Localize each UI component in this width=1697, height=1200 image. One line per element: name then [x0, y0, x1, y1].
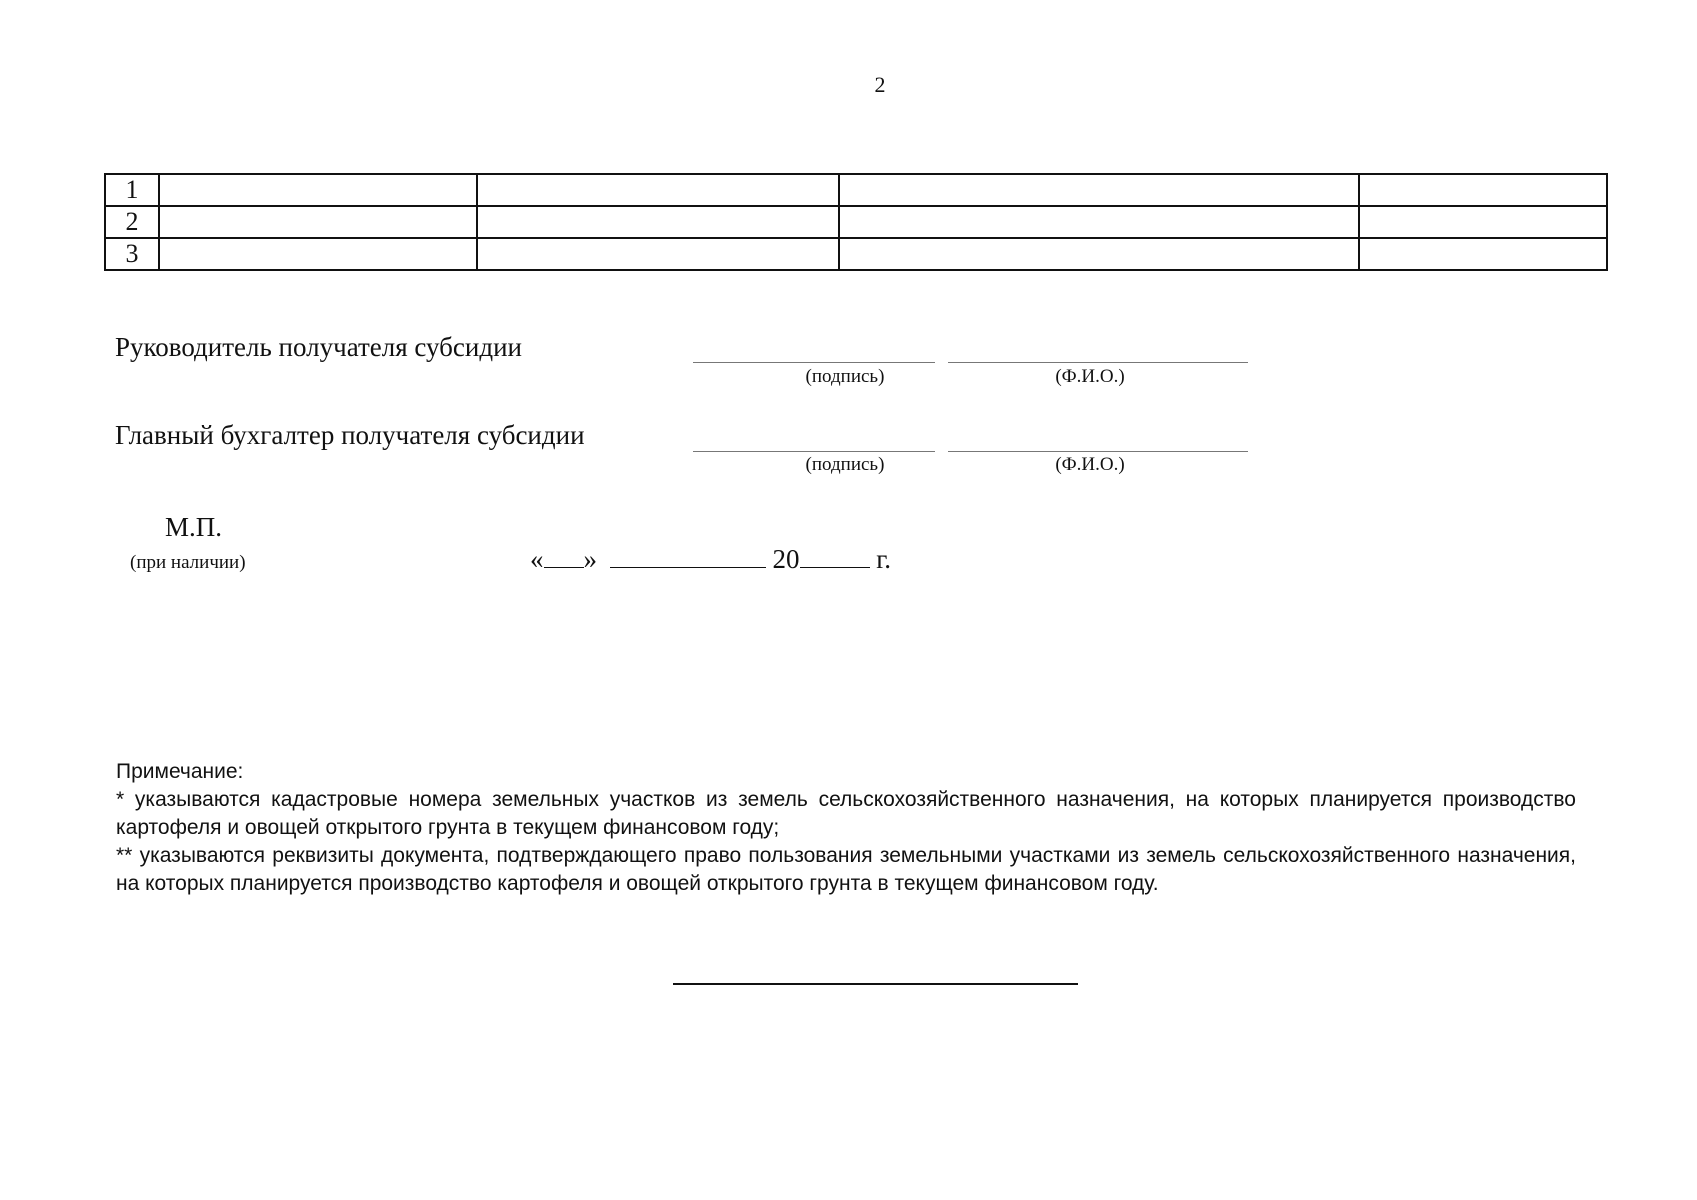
table-cell	[839, 238, 1359, 270]
table-cell	[1359, 206, 1607, 238]
table-cell	[839, 206, 1359, 238]
note-item: * указываются кадастровые номера земельных участков из земель сельскохозяйственного назначения, на которых планируется производство картофеля и овощей открытого грунта в текущем финансовом году;	[116, 788, 1576, 839]
head-name-caption: (Ф.И.О.)	[1055, 366, 1125, 387]
date-open-quote: «	[530, 544, 544, 574]
table-cell	[839, 174, 1359, 206]
row-number: 3	[105, 238, 159, 270]
stamp-note: (при наличии)	[130, 552, 246, 573]
page-number: 2	[874, 72, 886, 97]
day-blank	[544, 545, 584, 568]
row-number: 2	[105, 206, 159, 238]
note-item: ** указываются реквизиты документа, подтверждающего право пользования земельными участками из земель сельскохозяйственного назначения, на которых планируется производство картофеля и овощей открытого грунта в текущем финансовом году.	[116, 844, 1576, 895]
table-cell	[477, 238, 839, 270]
row-number: 1	[105, 174, 159, 206]
table-row	[105, 238, 1607, 270]
year-prefix: 20	[772, 544, 800, 574]
bottom-rule	[673, 983, 1078, 985]
accountant-name-caption: (Ф.И.О.)	[1055, 454, 1125, 475]
accountant-signature-caption: (подпись)	[805, 454, 885, 475]
accountant-signature-line	[693, 451, 935, 452]
accountant-name-line	[948, 451, 1248, 452]
notes	[116, 758, 1576, 898]
month-blank	[610, 545, 766, 568]
accountant-signatory-title: Главный бухгалтер получателя субсидии	[115, 420, 585, 450]
table-row	[105, 206, 1607, 238]
table-cell	[477, 206, 839, 238]
table-cell	[1359, 238, 1607, 270]
notes-heading: Примечание:	[116, 760, 244, 783]
year-blank	[800, 545, 870, 568]
head-name-line	[948, 362, 1248, 363]
table-cell	[477, 174, 839, 206]
table-row	[105, 174, 1607, 206]
table-cell	[159, 238, 477, 270]
stamp-label: М.П.	[165, 512, 223, 542]
head-signatory-title: Руководитель получателя субсидии	[115, 332, 522, 362]
table-cell	[159, 174, 477, 206]
head-signature-line	[693, 362, 935, 363]
date-line	[530, 544, 891, 575]
head-signature-caption: (подпись)	[805, 366, 885, 387]
data-table	[104, 173, 1608, 271]
table-cell	[159, 206, 477, 238]
date-close-quote: »	[583, 544, 597, 574]
year-suffix: г.	[876, 544, 892, 574]
table-cell	[1359, 174, 1607, 206]
